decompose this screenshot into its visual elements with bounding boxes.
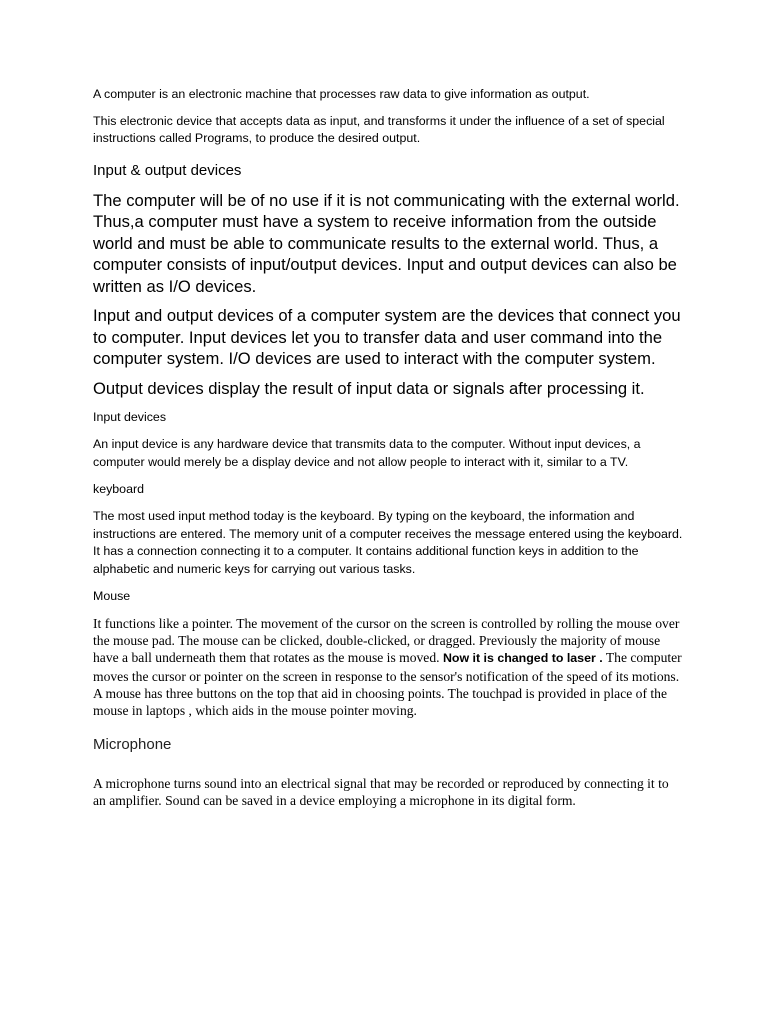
heading-input-output-devices: Input & output devices — [93, 161, 242, 179]
heading-mouse: Mouse — [93, 589, 131, 603]
keyboard-paragraph: The most used input method today is the keyboard. By typing on the keyboard, the information and instructions are entered. The memory unit of a computer receives the message entered using the keyboard. It has a connection connecting it to a computer. It contains additional function keys in addition to the alphabetic and numeric keys for carrying out various tasks. — [93, 509, 683, 576]
io-paragraph-3: Output devices display the result of input data or signals after processing it. — [93, 378, 645, 398]
intro-paragraph-2: This electronic device that accepts data as input, and transforms it under the influence of a set of special instructions called Programs, to produce the desired output. — [93, 113, 665, 145]
heading-keyboard: keyboard — [93, 482, 144, 496]
mouse-paragraph-part-2: The computer moves the cursor or pointer on the screen in response to the sensor's notification of the speed of its motions. A mouse has three buttons on the top that aid in choosing points. The touchpad is provided in place of the mouse in laptops , which aids in the mouse pointer moving. — [93, 650, 682, 719]
input-devices-paragraph: An input device is any hardware device that transmits data to the computer. Without input devices, a computer would merely be a display device and not allow people to interact with it, similar to a TV. — [93, 437, 641, 469]
io-paragraph-2: Input and output devices of a computer system are the devices that connect you to computer. Input devices let you to transfer data and user command into the computer system. I/O devices are used to interact with the computer system. — [93, 306, 681, 368]
mouse-paragraph-laser-note: Now it is changed to laser . — [442, 651, 603, 666]
intro-paragraph-1: A computer is an electronic machine that processes raw data to give information as output. — [93, 87, 590, 101]
mouse-paragraph-part-1: It functions like a pointer. The movement of the cursor on the screen is controlled by rolling the mouse over the mouse pad. The mouse can be clicked, double-clicked, or dragged. Previously the majority of mouse have a ball underneath them that rotates as the mouse is moved. — [93, 616, 680, 666]
io-paragraph-1: The computer will be of no use if it is not communicating with the external world. Thus,a computer must have a system to receive information from the outside world and must be able to communicate results to the external world. Thus, a computer consists of input/output devices. Input and output devices can also be written as I/O devices. — [93, 190, 680, 296]
heading-input-devices: Input devices — [93, 410, 167, 424]
document-page — [93, 86, 683, 810]
mouse-paragraph — [93, 615, 683, 719]
microphone-paragraph: A microphone turns sound into an electrical signal that may be recorded or reproduced by connecting it to an amplifier. Sound can be saved in a device employing a microphone in its digital form. — [93, 776, 669, 809]
heading-microphone: Microphone — [93, 736, 172, 754]
